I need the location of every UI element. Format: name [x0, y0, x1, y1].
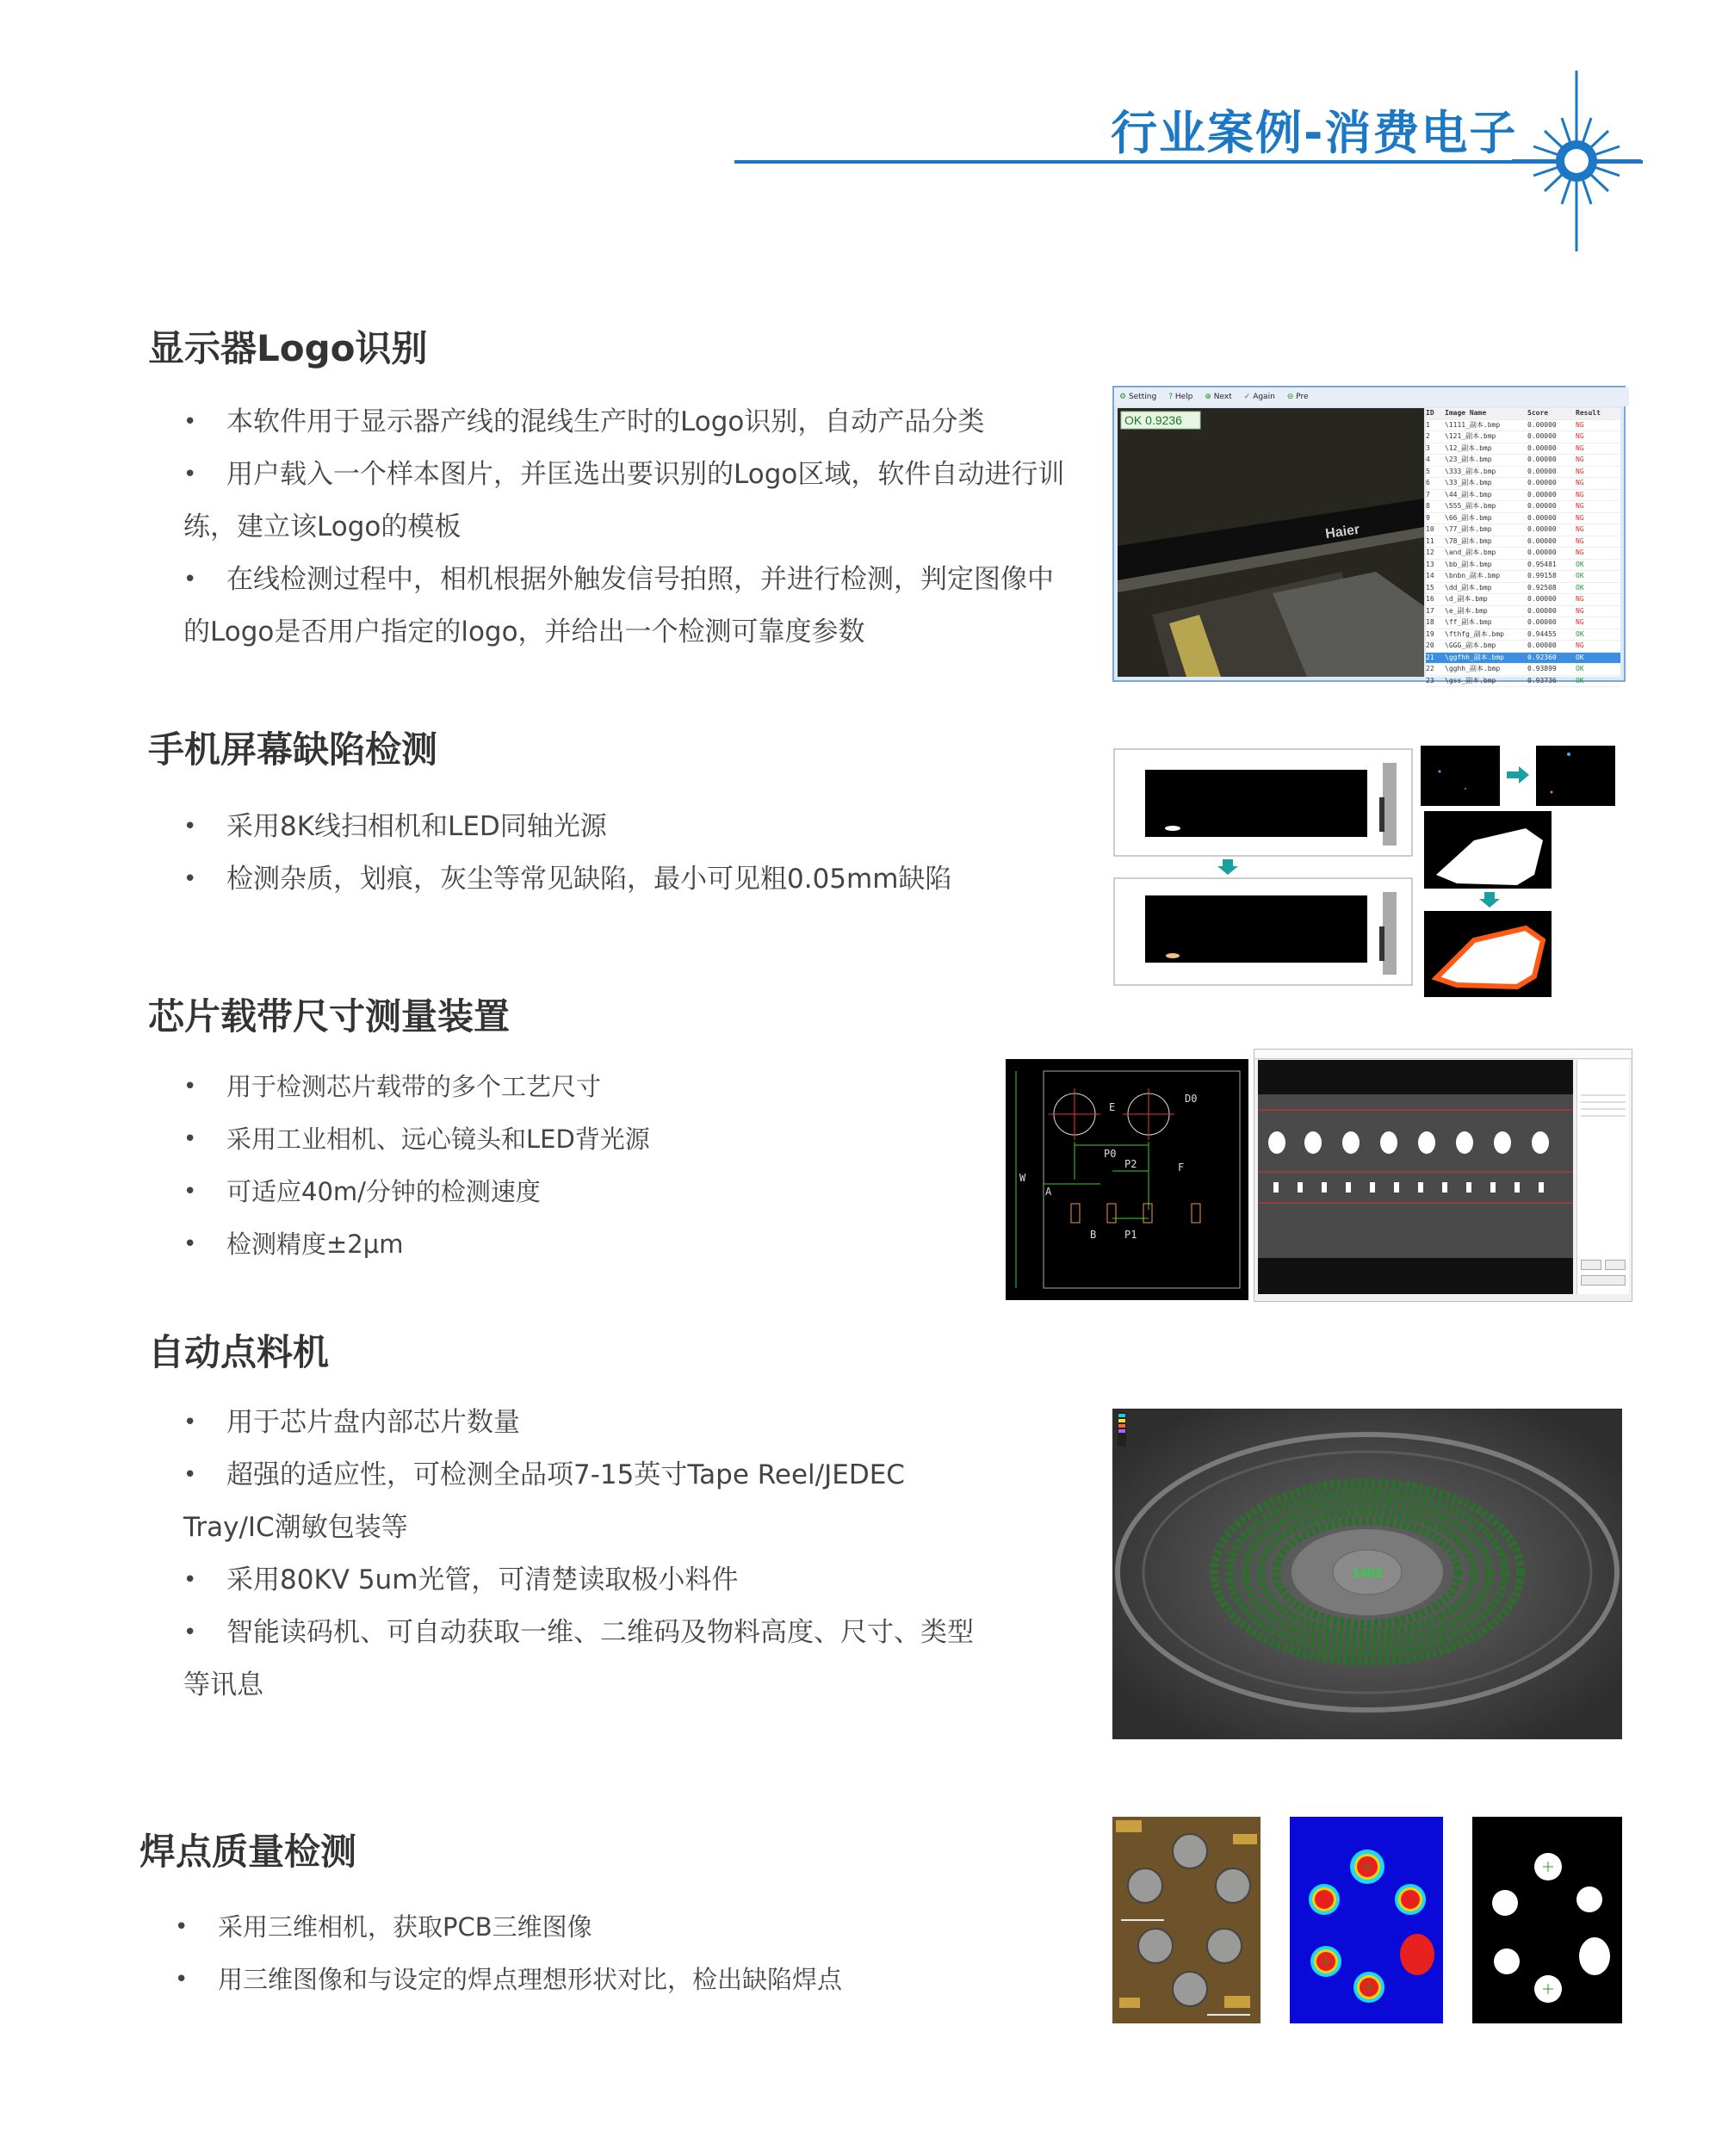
dim-label-d0: D0 [1185, 1093, 1198, 1105]
table-row[interactable] [1426, 431, 1620, 443]
table-row[interactable] [1426, 467, 1620, 479]
tape-panel-button[interactable] [1605, 1260, 1626, 1270]
table-cell: 4 [1426, 455, 1430, 463]
table-cell: OK [1576, 583, 1584, 592]
table-cell: 17 [1426, 606, 1434, 615]
dim-label-b: B [1090, 1229, 1097, 1241]
table-cell: 0.92508 [1527, 583, 1557, 592]
table-cell: 0.00000 [1527, 536, 1557, 545]
table-cell: 0.00000 [1527, 548, 1557, 556]
table-row[interactable] [1426, 606, 1620, 618]
table-cell: \gghh_副本.bmp [1445, 665, 1501, 672]
dim-label-a: A [1045, 1186, 1052, 1198]
bullet-item: • 检测杂质，划痕，灰尘等常见缺陷，最小可见粗0.05mm缺陷 [183, 853, 1075, 906]
table-cell: NG [1576, 479, 1584, 486]
table-cell: OK [1576, 653, 1584, 661]
dim-label-p2: P2 [1124, 1158, 1137, 1170]
table-row[interactable] [1426, 676, 1620, 688]
tape-side-panel [1576, 1060, 1629, 1294]
table-cell: NG [1576, 455, 1584, 463]
table-cell: \bnbn_副本.bmp [1445, 572, 1501, 579]
table-cell: OK [1576, 676, 1584, 685]
table-cell: \33_副本.bmp [1445, 479, 1492, 486]
table-cell: \44_副本.bmp [1445, 490, 1492, 499]
table-cell: \ggfhh_副本.bmp [1445, 653, 1504, 661]
reel-xray-image [1112, 1409, 1622, 1739]
table-cell: \23_副本.bmp [1445, 455, 1492, 463]
toolbar-help[interactable]: ? Help [1168, 393, 1193, 401]
table-cell: OK [1576, 572, 1584, 579]
ok-score: OK 0.9236 [1124, 413, 1182, 427]
table-cell: 5 [1426, 467, 1430, 475]
table-cell: NG [1576, 467, 1584, 475]
table-cell: OK [1576, 560, 1584, 568]
table-row[interactable] [1426, 501, 1620, 513]
table-cell: \12_副本.bmp [1445, 443, 1492, 452]
table-cell: 6 [1426, 479, 1430, 486]
table-cell: 0.00000 [1527, 595, 1557, 603]
bullet-item: • 可适应40m/分钟的检测速度 [183, 1166, 958, 1218]
table-cell: 10 [1426, 525, 1434, 533]
table-cell: 1 [1426, 420, 1430, 429]
bullet-item: • 采用工业相机、远心镜头和LED背光源 [183, 1113, 958, 1166]
section-title-tape: 芯片载带尺寸测量装置 [148, 995, 511, 1038]
table-cell: \66_副本.bmp [1445, 513, 1492, 522]
table-cell: 13 [1426, 560, 1434, 568]
table-cell: 2 [1426, 432, 1430, 440]
table-header: ID Image Name Score Result [1426, 408, 1620, 420]
bullet-item: • 用于检测芯片载带的多个工艺尺寸 [183, 1061, 958, 1113]
pcb-photo [1112, 1817, 1261, 2023]
table-row[interactable] [1426, 490, 1620, 502]
table-row[interactable] [1426, 513, 1620, 525]
table-cell: OK [1576, 629, 1584, 638]
table-cell: 0.00000 [1527, 467, 1557, 475]
table-row[interactable] [1426, 617, 1620, 629]
table-cell: \1111_副本.bmp [1445, 420, 1501, 429]
tape-camera-view [1258, 1060, 1573, 1294]
table-cell: 0.95481 [1527, 560, 1557, 568]
table-cell: 14 [1426, 572, 1434, 579]
table-cell: 0.00000 [1527, 443, 1557, 452]
table-cell: \bb_副本.bmp [1445, 560, 1492, 568]
table-cell: 19 [1426, 629, 1434, 638]
reel-count-label: 1402 [1352, 1566, 1383, 1581]
table-cell: 0.00000 [1527, 641, 1557, 649]
table-row[interactable] [1426, 583, 1620, 595]
table-cell: 0.00000 [1527, 455, 1557, 463]
section-title-screen: 手机屏幕缺陷检测 [148, 728, 438, 771]
solder-height-map [1290, 1817, 1443, 2023]
table-cell: 11 [1426, 536, 1434, 545]
table-row[interactable] [1426, 629, 1620, 641]
table-cell: \555_副本.bmp [1445, 502, 1496, 510]
table-cell: NG [1576, 618, 1584, 626]
table-row[interactable] [1426, 653, 1620, 665]
table-row[interactable] [1426, 594, 1620, 606]
bullet-list-solder [175, 1901, 1036, 2006]
bullet-item: • 超强的适应性，可检测全品项7-15英寸Tape Reel/JEDEC Tray/IC潮敏包装等 [183, 1449, 993, 1554]
monitor-photo [1118, 408, 1424, 677]
table-row[interactable] [1426, 524, 1620, 536]
dim-label-f: F [1178, 1162, 1185, 1174]
starburst-icon [1512, 71, 1641, 251]
table-cell: \fthfg_副本.bmp [1445, 629, 1504, 638]
tape-app-menubar [1254, 1050, 1632, 1059]
table-cell: NG [1576, 420, 1584, 429]
table-cell: 0.00000 [1527, 490, 1557, 499]
table-cell: NG [1576, 490, 1584, 499]
screen-defect-figure [1112, 746, 1622, 1001]
table-cell: NG [1576, 432, 1584, 440]
table-row[interactable] [1426, 478, 1620, 490]
bullet-list-counter [183, 1397, 993, 1712]
bullet-list-logo [183, 396, 1075, 659]
table-cell: \GGG_副本.bmp [1445, 641, 1496, 649]
bullet-item: • 用户载入一个样本图片，并匡选出要识别的Logo区域，软件自动进行训练，建立该Logo的模板 [183, 449, 1075, 554]
table-cell: NG [1576, 606, 1584, 615]
section-title-counter: 自动点料机 [148, 1331, 330, 1373]
app-toolbar [1114, 387, 1629, 406]
table-cell: 0.00000 [1527, 432, 1557, 440]
table-cell: \78_副本.bmp [1445, 536, 1492, 545]
table-cell: \333_副本.bmp [1445, 467, 1496, 475]
table-cell: 18 [1426, 618, 1434, 626]
table-cell: 0.00000 [1527, 420, 1557, 429]
bullet-item: • 检测精度±2μm [183, 1218, 958, 1271]
logo-app-screenshot [1112, 386, 1626, 685]
table-row[interactable] [1426, 420, 1620, 432]
solder-binary-map [1472, 1817, 1622, 2023]
table-cell: \gss_副本.bmp [1445, 676, 1496, 685]
bullet-item: • 用三维图像和与设定的焊点理想形状对比，检出缺陷焊点 [175, 1954, 1036, 2006]
table-cell: 0.00000 [1527, 479, 1557, 486]
dim-label-e: E [1109, 1101, 1116, 1113]
table-cell: 0.00000 [1527, 502, 1557, 510]
table-cell: 21 [1426, 653, 1434, 661]
table-cell: 8 [1426, 502, 1430, 510]
table-cell: NG [1576, 641, 1584, 649]
table-row[interactable] [1426, 536, 1620, 548]
table-row[interactable] [1426, 548, 1620, 560]
table-row[interactable] [1426, 641, 1620, 653]
table-cell: NG [1576, 548, 1584, 556]
dim-label-p1: P1 [1124, 1229, 1137, 1241]
screen-defect-diagram [1112, 746, 1622, 1001]
table-row[interactable] [1426, 571, 1620, 583]
table-cell: 0.00000 [1527, 618, 1557, 626]
toolbar-setting[interactable]: ⚙ Setting [1119, 393, 1157, 401]
bullet-item: • 智能读码机、可自动获取一维、二维码及物料高度、尺寸、类型等讯息 [183, 1607, 993, 1712]
table-cell: 7 [1426, 490, 1430, 499]
table-cell: 3 [1426, 443, 1430, 452]
table-cell: \121_副本.bmp [1445, 432, 1496, 440]
table-cell: NG [1576, 443, 1584, 452]
page-title: 行业案例-消费电子 [1111, 106, 1518, 160]
table-row[interactable] [1426, 560, 1620, 572]
bullet-item: • 采用80KV 5um光管，可清楚读取极小料件 [183, 1554, 993, 1607]
dim-label-p0: P0 [1104, 1148, 1117, 1160]
table-cell: \77_副本.bmp [1445, 525, 1492, 533]
result-table[interactable] [1426, 408, 1620, 685]
table-cell: 16 [1426, 595, 1434, 603]
bullet-item: • 在线检测过程中，相机根据外触发信号拍照，并进行检测，判定图像中的Logo是否用户指定的logo，并给出一个检测可靠度参数 [183, 554, 1075, 659]
table-cell: \d_副本.bmp [1445, 595, 1488, 603]
table-row[interactable] [1426, 443, 1620, 455]
table-cell: \ff_副本.bmp [1445, 618, 1492, 626]
toolbar-next[interactable]: ⊕ Next [1205, 393, 1232, 401]
section-title-solder: 焊点质量检测 [139, 1831, 357, 1873]
table-cell: OK [1576, 665, 1584, 672]
dim-label-w: W [1019, 1172, 1026, 1184]
table-cell: \and_副本.bmp [1445, 548, 1496, 556]
toolbar-pre[interactable]: ⊖ Pre [1286, 393, 1309, 401]
bullet-item: • 本软件用于显示器产线的混线生产时的Logo识别，自动产品分类 [183, 396, 1075, 449]
bullet-item: • 用于芯片盘内部芯片数量 [183, 1397, 993, 1449]
table-cell: \e_副本.bmp [1445, 606, 1488, 615]
table-cell: NG [1576, 525, 1584, 533]
bullet-list-tape [183, 1061, 958, 1271]
table-body [1426, 420, 1620, 688]
table-cell: 12 [1426, 548, 1434, 556]
table-cell: 0.99158 [1527, 572, 1557, 579]
table-cell: \dd_副本.bmp [1445, 583, 1492, 592]
tape-software-screenshot [1254, 1049, 1632, 1302]
table-cell: 0.00000 [1527, 525, 1557, 533]
table-cell: 0.00000 [1527, 513, 1557, 522]
bullet-item: • 采用8K线扫相机和LED同轴光源 [183, 801, 1075, 853]
table-cell: 9 [1426, 513, 1430, 522]
bullet-list-screen [183, 801, 1075, 906]
table-cell: 22 [1426, 665, 1434, 672]
section-title-logo: 显示器Logo识别 [148, 327, 428, 369]
tape-drawing [1006, 1059, 1248, 1300]
table-cell: NG [1576, 536, 1584, 545]
toolbar-again[interactable]: ✓ Again [1243, 393, 1275, 401]
brand-label: Haier [1324, 522, 1361, 542]
tape-panel-button[interactable] [1581, 1275, 1626, 1286]
table-cell: 0.92360 [1527, 653, 1557, 661]
table-cell: 0.00000 [1527, 606, 1557, 615]
table-cell: 0.94455 [1527, 629, 1557, 638]
table-cell: NG [1576, 502, 1584, 510]
table-row[interactable] [1426, 664, 1620, 676]
bullet-item: • 采用三维相机，获取PCB三维图像 [175, 1901, 1036, 1954]
table-cell: 23 [1426, 676, 1434, 685]
table-cell: NG [1576, 513, 1584, 522]
table-cell: 15 [1426, 583, 1434, 592]
table-row[interactable] [1426, 455, 1620, 467]
table-cell: NG [1576, 595, 1584, 603]
table-cell: 20 [1426, 641, 1434, 649]
table-cell: 0.93899 [1527, 665, 1557, 672]
tape-panel-button[interactable] [1581, 1260, 1601, 1270]
table-cell: 0.93736 [1527, 676, 1557, 685]
